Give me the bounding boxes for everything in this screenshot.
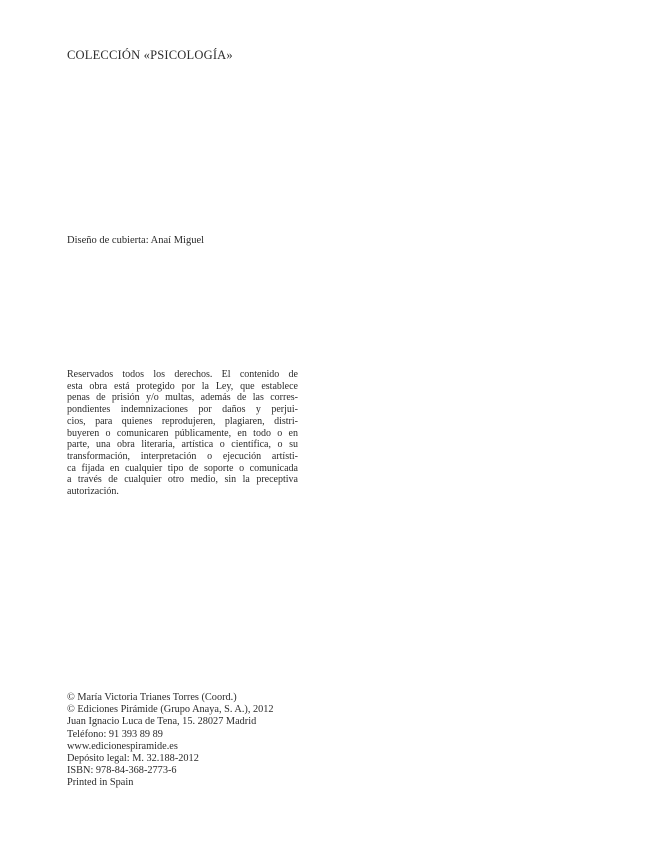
- rights-notice: [67, 369, 298, 498]
- rights-line: penas de prisión y/o multas, además de las corres-: [67, 392, 298, 404]
- rights-line: autorización.: [67, 486, 119, 498]
- cover-design-credit: Diseño de cubierta: Anaí Miguel: [67, 235, 205, 246]
- isbn: ISBN: 978-84-368-2773-6: [67, 765, 177, 777]
- publisher-phone: Teléfono: 91 393 89 89: [67, 728, 163, 740]
- rights-line: pondientes indemnizaciones por daños y perjui-: [67, 404, 298, 416]
- imprint-block: [67, 692, 274, 790]
- rights-line: parte, una obra literaria, artística o científica, o su: [67, 439, 298, 451]
- publisher-address: Juan Ignacio Luca de Tena, 15. 28027 Madrid: [67, 716, 257, 728]
- rights-line: buyeren o comunicaren públicamente, en todo o en: [67, 427, 298, 439]
- copyright-publisher: © Ediciones Pirámide (Grupo Anaya, S. A.), 2012: [67, 704, 274, 716]
- rights-line: a través de cualquier otro medio, sin la preceptiva: [67, 474, 298, 486]
- legal-deposit: Depósito legal: M. 32.188-2012: [67, 753, 199, 765]
- printed-in: Printed in Spain: [67, 777, 134, 789]
- rights-line: transformación, interpretación o ejecución artísti-: [67, 450, 298, 462]
- rights-line: cios, para quienes reprodujeren, plagiaren, distri-: [67, 415, 298, 427]
- rights-line: ca fijada en cualquier tipo de soporte o comunicada: [67, 462, 298, 474]
- publisher-website: www.edicionespiramide.es: [67, 740, 178, 752]
- series-title: COLECCIÓN «PSICOLOGÍA»: [67, 48, 233, 62]
- rights-line: esta obra está protegido por la Ley, que establece: [67, 380, 298, 392]
- copyright-author: © María Victoria Trianes Torres (Coord.): [67, 692, 237, 703]
- rights-line: Reservados todos los derechos. El contenido de: [67, 369, 298, 380]
